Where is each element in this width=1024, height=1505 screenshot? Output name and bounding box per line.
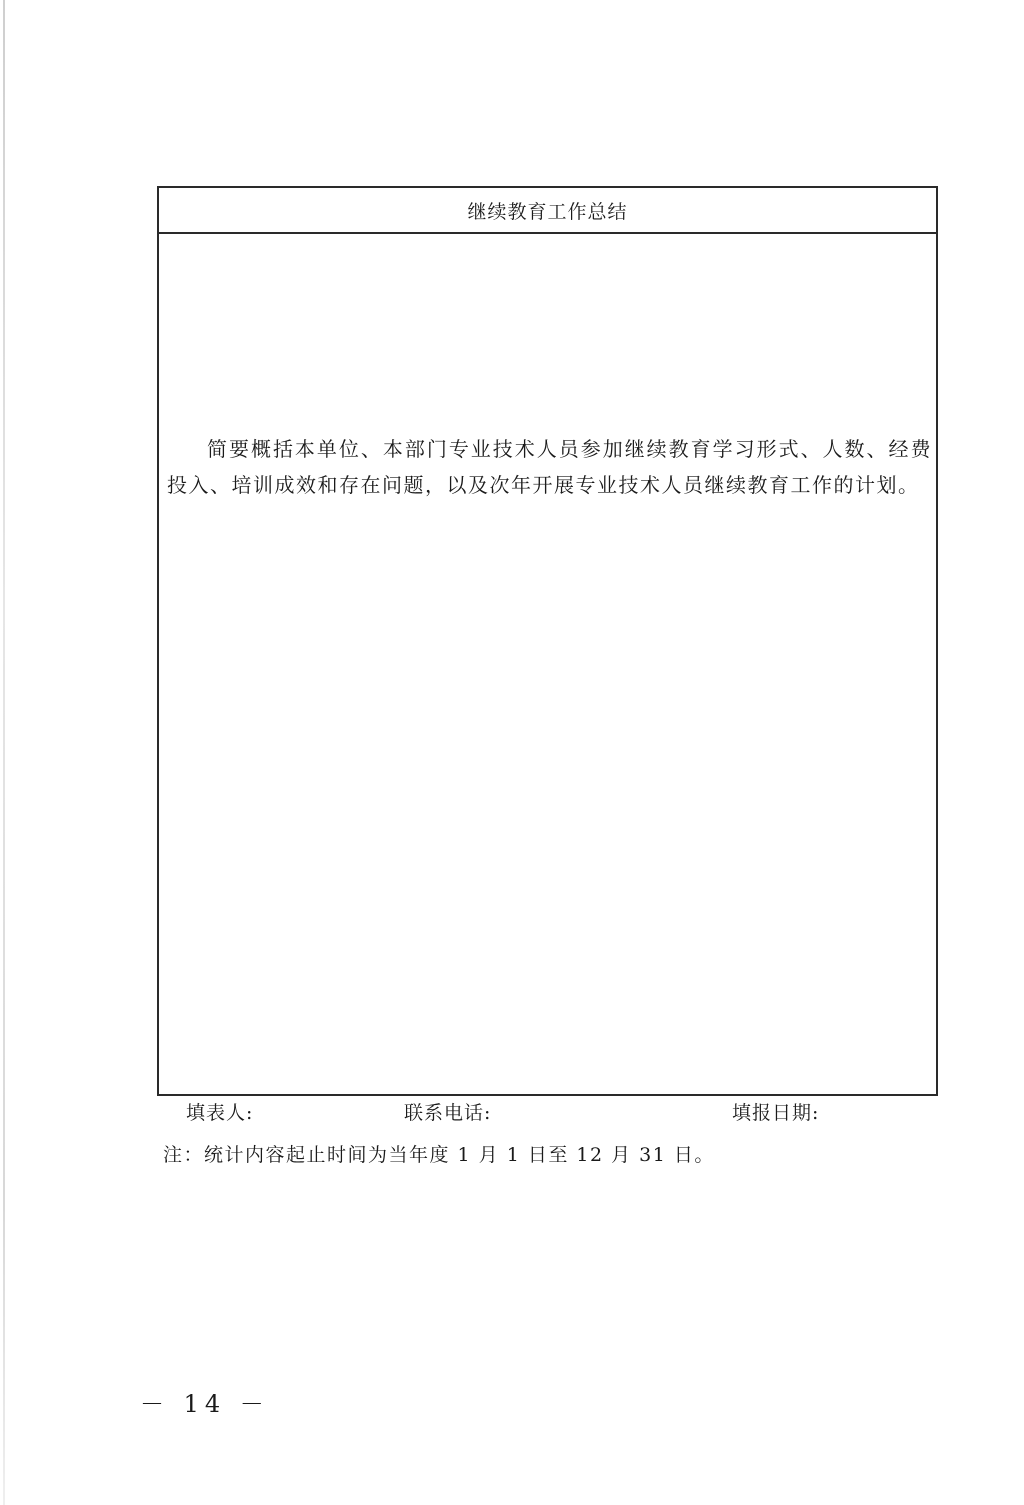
page-number: － 14 －	[140, 1390, 270, 1418]
form-footer-fields	[0, 1098, 1024, 1130]
form-header-title: 继续教育工作总结	[467, 200, 628, 223]
filler-label: 填表人:	[186, 1102, 254, 1124]
date-label: 填报日期:	[732, 1102, 820, 1124]
form-body-text-area[interactable]	[159, 234, 936, 1096]
form-note: 注：统计内容起止时间为当年度 1 月 1 日至 12 月 31 日。	[163, 1144, 715, 1166]
phone-label: 联系电话:	[404, 1102, 492, 1124]
summary-form-table	[157, 186, 938, 1096]
scan-edge-decoration	[3, 0, 5, 1505]
form-instructions: 简要概括本单位、本部门专业技术人员参加继续教育学习形式、人数、经费投入、培训成效和存在问题，以及次年开展专业技术人员继续教育工作的计划。	[167, 437, 932, 497]
form-header	[159, 188, 936, 234]
